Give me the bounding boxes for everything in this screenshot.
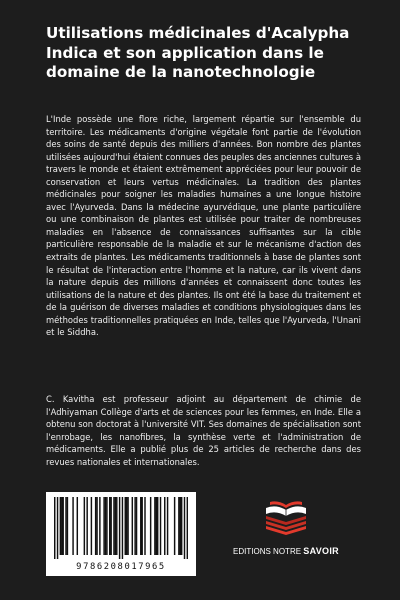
barcode-bar [156,497,157,555]
publisher-title: SAVOIR [303,546,339,556]
barcode-bar [95,497,96,555]
barcode-bar [164,497,165,555]
barcode-bar [62,497,63,555]
barcode-bar [99,497,100,555]
barcode-bar [119,497,120,559]
barcode-bar [116,497,117,555]
barcode-bar [67,497,68,555]
barcode-bar [178,497,179,555]
isbn-barcode [46,492,196,576]
publisher-prefix: EDITIONS NOTRE [233,547,302,556]
publisher-name [228,546,344,556]
barcode-bar [180,497,181,555]
barcode-bar [136,497,137,555]
barcode-bar [127,497,128,555]
barcode-bar [65,497,66,555]
barcode-bar [125,497,126,555]
barcode-bar [57,497,58,559]
barcode-bar [115,497,116,555]
barcode-bar [132,497,133,555]
barcode-bar [103,497,104,555]
author-bio: C. Kavitha est professeur adjoint au département de chimie de l'Adhiyaman Collège d'arts et de sciences pour les femmes, en Inde. Elle a obtenu son doctorat à l'université VIT. Ses domaines de spécialisation sont l'enrobage, les nanofibres, la synthèse verte et l'administration de médicaments. Elle a publié plus de 25 articles de recherche dans des revues nationales et internationales. [46,394,361,467]
book-description: L'Inde possède une flore riche, largement répartie sur l'ensemble du territoire. Les médicaments d'origine végétale font partie de l'évolution des soins de santé depuis des milliers d'années. Bon nombre des plantes utilisées aujourd'hui étaient connues des peuples des anciennes cultures à travers le monde et étaient extrêmement appréciées pour leur pouvoir de conservation et leurs vertus médicinales. La tradition des plantes médicinales pour soigner les maladies humaines a une longue histoire avec l'Ayurveda. Dans la médecine ayurvédique, une plante particulière ou une combinaison de plantes est utilisée pour traiter de nombreuses maladies en l'absence de connaissances suffisantes sur la cible particulière responsable de la maladie et sur le mécanisme d'action des extraits de plantes. Les médicaments traditionnels à base de plantes sont le résultat de l'interaction entre l'homme et la nature, car ils vivent dans la nature depuis des millions d'années et connaissent donc toutes les utilisations de la nature et des plantes. Ils ont été la base du traitement et de la guérison de diverses maladies et conditions physiologiques dans les méthodes traditionnelles pratiquées en Inde, telles que l'Ayurveda, l'Unani et le Siddha. [46,114,361,338]
barcode-bar [174,497,175,555]
barcode-bar [157,497,158,555]
barcode-number: 9786208017965 [76,562,166,572]
barcode-bar [126,497,127,555]
barcode-bars [54,497,188,559]
barcode-bar [54,497,55,559]
barcode-bar [91,497,92,555]
barcode-bar [84,497,85,555]
barcode-bar [122,497,123,559]
barcode-bar [105,497,106,555]
barcode-bar [181,497,182,555]
barcode-bar [110,497,111,555]
book-title: Utilisations médicinales d'Acalypha Indica et son application dans le domaine de la nanotechnologie [46,24,350,81]
publisher-block [228,496,344,576]
barcode-bar [141,497,142,555]
barcode-bar [106,497,107,555]
barcode-bar [167,497,168,555]
barcode-bar [150,497,151,555]
barcode-bar [140,497,141,555]
barcode-bar [77,497,78,555]
barcode-bar [134,497,135,555]
barcode-bar [187,497,188,559]
barcode-bar [86,497,87,555]
barcode-bar [154,497,155,555]
barcode-bar [61,497,62,555]
barcode-bar [109,497,110,555]
barcode-bar [72,497,73,555]
barcode-bar [113,497,114,555]
barcode-bar [96,497,97,555]
barcode-bar [184,497,185,559]
open-book-icon [262,496,310,540]
barcode-bar [160,497,161,555]
barcode-bar [60,497,61,555]
barcode-bar [144,497,145,555]
